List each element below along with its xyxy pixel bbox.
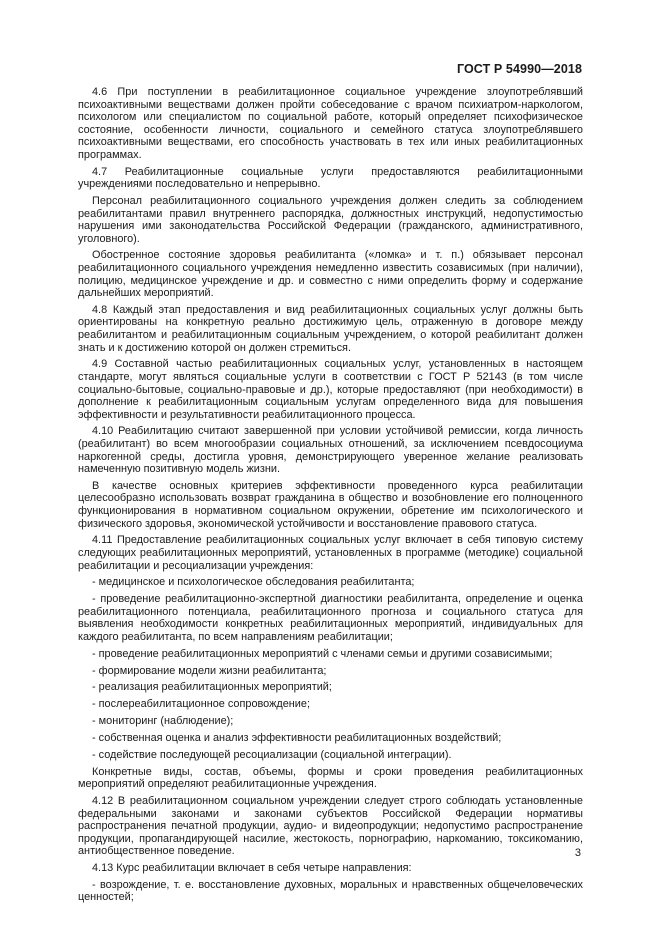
list-item: - собственная оценка и анализ эффективности реабилитационных воздействий; [92, 731, 502, 744]
list-item: - медицинское и психологическое обследования реабилитанта; [92, 576, 415, 589]
paragraph-4-12: 4.12 В реабилитационном социальном учреждении следует строго соблюдать установленные федеральными законами и законами субъектов Российской Федерации нормативы распространения печатной продукции, аудио- и видеопродукции; недопустимо распространение продукции, пропагандирующей насилие, жестокость, порнографию, наркоманию, токсикоманию, антиобщественное поведение. [78, 794, 583, 858]
paragraph-4-13: 4.13 Курс реабилитации включает в себя четыре направления: [92, 862, 412, 875]
paragraph-health-condition: Обостренное состояние здоровья реабилитанта («ломка» и т. п.) обязывает персонал реабилитационного социального учреждения немедленно известить созависимых (при наличии), полицию, медицинское учреждение и др. и совместно с ними определить форму и содержание дальнейших мероприятий. [78, 249, 583, 300]
list-item: - проведение реабилитационных мероприятий с членами семьи и другими созависимыми; [92, 647, 553, 660]
paragraph-4-9: 4.9 Составной частью реабилитационных социальных услуг, установленных в настоящем стандарте, могут являться социальные услуги в соответствии с ГОСТ Р 52143 (в том числе социально-бытовые, социально-правовые и др.), которые предоставляют (при необходимости) в дополнение к реабилитационным социальным услугам определенного вида для повышения эффективности и результативности реабилитационного процесса. [78, 358, 583, 421]
paragraph-personnel: Персонал реабилитационного социального учреждения должен следить за соблюдением реабилитантами правил внутреннего распорядка, должностных инструкций, недопустимостью нарушения ими законодательства Российской Федерации (гражданского, административного, уголовного). [78, 194, 583, 245]
paragraph-4-8: 4.8 Каждый этап предоставления и вид реабилитационных социальных услуг должны быть ориентированы на конкретную реально достижимую цель, отраженную в договоре между реабилитантом и реабилитационным социальным учреждением, о которой реабилитант должен знать и к достижению которой он должен стремиться. [78, 303, 583, 354]
standard-designation: ГОСТ Р 54990—2018 [456, 62, 582, 76]
list-item: - мониторинг (наблюдение); [92, 715, 234, 728]
document-body [78, 86, 583, 908]
list-item: - послереабилитационное сопровождение; [92, 698, 310, 711]
paragraph-4-6: 4.6 При поступлении в реабилитационное социальное учреждение злоупотреблявший психоактивными веществами должен пройти собеседование с врачом психиатром-наркологом, психологом или специалистом по социальной работе, который определяет психофизическое состояние, особенности личности, социального и семейного статуса злоупотреблявшего психоактивными веществами, его способность участвовать в тех или иных реабилитационных программах. [78, 86, 583, 161]
list-item: - проведение реабилитационно-экспертной диагностики реабилитанта, определение и оценка реабилитационного потенциала, реабилитационного прогноза и социального статуса для выявления необходимости конкретных реабилитационных мероприятий, индивидуальных для каждого реабилитанта, по всем направлениям реабилитации; [78, 593, 583, 643]
paragraph-4-11: 4.11 Предоставление реабилитационных социальных услуг включает в себя типовую систему следующих реабилитационных мероприятий, установленных в программе (методике) социальной реабилитации и ресоциализации учреждения: [78, 534, 583, 572]
paragraph-4-10: 4.10 Реабилитацию считают завершенной при условии устойчивой ремиссии, когда личность (реабилитант) во всем многообразии социальных отношений, за исключением псевдосоциума наркогенной среды, достигла уровня, демонстрирующего уверенное желание реализовать намеченную позитивную модель жизни. [78, 425, 583, 476]
list-item: - реализация реабилитационных мероприятий; [92, 681, 332, 694]
list-item: - формирование модели жизни реабилитанта; [92, 664, 327, 677]
page-number: 3 [574, 847, 581, 859]
list-item: - содействие последующей ресоциализации (социальной интеграции). [92, 748, 452, 761]
paragraph-4-7: 4.7 Реабилитационные социальные услуги предоставляются реабилитационными учреждениями последовательно и непрерывно. [78, 165, 583, 191]
list-item: - возрождение, т. е. восстановление духовных, моральных и нравственных общечеловеческих ценностей; [78, 878, 583, 904]
paragraph-criteria: В качестве основных критериев эффективности проведенного курса реабилитации целесообразно использовать возврат гражданина в общество и возобновление его полноценного функционирования в нормативном социальном окружении, обретение им психологического и физического здоровья, экономической устойчивости и восстановление правового статуса. [78, 479, 583, 530]
paragraph-specific-types: Конкретные виды, состав, объемы, формы и сроки проведения реабилитационных мероприятий определяют реабилитационные учреждения. [78, 765, 583, 791]
